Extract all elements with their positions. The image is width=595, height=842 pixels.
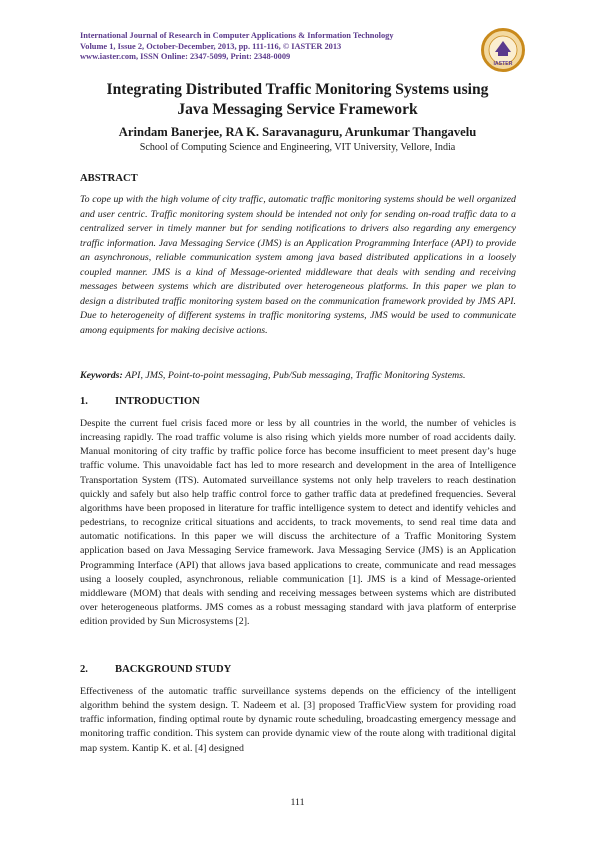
journal-header — [80, 31, 480, 63]
keywords-label: Keywords: — [80, 370, 123, 381]
section-number: 2. — [80, 664, 88, 675]
section-title: BACKGROUND STUDY — [115, 664, 232, 675]
introduction-paragraph: Despite the current fuel crisis faced more or less by all countries in the world, the number of vehicles is increasing rapidly. The road traffic volume is also rising which yields more number of road accidents daily. Manual monitoring of city traffic by traffic police force has become insufficient to meet present day’s huge traffic volume. This unavoidable fact has led to more research and development in the area of Intelligence Transportation System (ITS). Automated surveillance systems not only help travelers to reach destination quickly and safely but also help traffic control force to gather traffic data at predefined frequencies. Several algorithms have been proposed in literature for traffic intelligence system to detect and identify vehicles and pedestrians, to recognize critical situations and accidents, to track movements, to send real time data and automatic notifications. In this paper we will discuss the architecture of a Traffic Monitoring System application based on Java Messaging Service framework. Java Messaging Service (JMS) is an Application Programming Interface (API) that allows java based applications to create, communicate and read messages using a loosely coupled, asynchronous, reliable communication [1]. JMS is a kind of Message-oriented middleware (MOM) that deals with sending and receiving messages between systems which are distributed over heterogeneous platforms. JMS comes as a robust messaging standard with java platform of enterprise edition provided by Sun Microsystems [2]. — [80, 418, 516, 628]
journal-issn-line: www.iaster.com, ISSN Online: 2347-5099, Print: 2348-0009 — [80, 52, 291, 62]
section-heading-introduction — [80, 395, 200, 408]
seal-text: IASTER — [493, 61, 513, 67]
keywords-line — [80, 369, 520, 382]
section-heading-background — [80, 663, 231, 676]
abstract-text: To cope up with the high volume of city traffic, automatic traffic monitoring systems should be well organized and user centric. Traffic monitoring system should be intended not only for sending on-road traffic data to a centralized server in timely manner but for sending notifications to drivers also regarding any emergency traffic information. Java Messaging Service (JMS) is an Application Programming Interface (API) to provide an asynchronous, reliable communication system among java based distributed applications in a loosely coupled manner. JMS is a kind of Message-oriented middleware that deals with sending and receiving messages between systems which are distributed over heterogeneous platforms. In this paper we plan to design a distributed traffic monitoring system based on the communication framework provided by JMS API. Due to heterogeneity of different systems in traffic monitoring systems, JMS would be used to communicate among equipments for making decisive actions. — [80, 194, 516, 336]
journal-title-line: International Journal of Research in Computer Applications & Information Technology — [80, 31, 394, 40]
page-number: 111 — [290, 797, 305, 808]
iaster-journal-seal-icon — [481, 28, 525, 72]
author-list: Arindam Banerjee, RA K. Saravanaguru, Arunkumar Thangavelu — [118, 125, 477, 139]
section-number: 1. — [80, 396, 88, 407]
section-title: INTRODUCTION — [115, 396, 200, 407]
journal-volume-line: Volume 1, Issue 2, October-December, 2013, pp. 111-116, © IASTER 2013 — [80, 41, 342, 51]
abstract-heading: ABSTRACT — [80, 173, 138, 184]
paper-title — [60, 80, 535, 120]
title-line-1: Integrating Distributed Traffic Monitoring Systems using — [106, 81, 489, 98]
author-affiliation: School of Computing Science and Engineering, VIT University, Vellore, India — [139, 142, 456, 153]
background-paragraph: Effectiveness of the automatic traffic surveillance systems depends on the efficiency of the intelligent algorithm behind the system design. T. Nadeem et al. [3] proposed TrafficView system for providing road traffic information, finding optimal route by dynamic route scheduling, broadcasting emergency message and monitoring traffic condition. This system can provide dynamic view of the route along with traditional digital map system. Kantip K. et al. [4] designed — [80, 686, 516, 754]
keywords-text: API, JMS, Point-to-point messaging, Pub/Sub messaging, Traffic Monitoring Systems. — [122, 370, 466, 381]
title-line-2: Java Messaging Service Framework — [177, 101, 418, 118]
